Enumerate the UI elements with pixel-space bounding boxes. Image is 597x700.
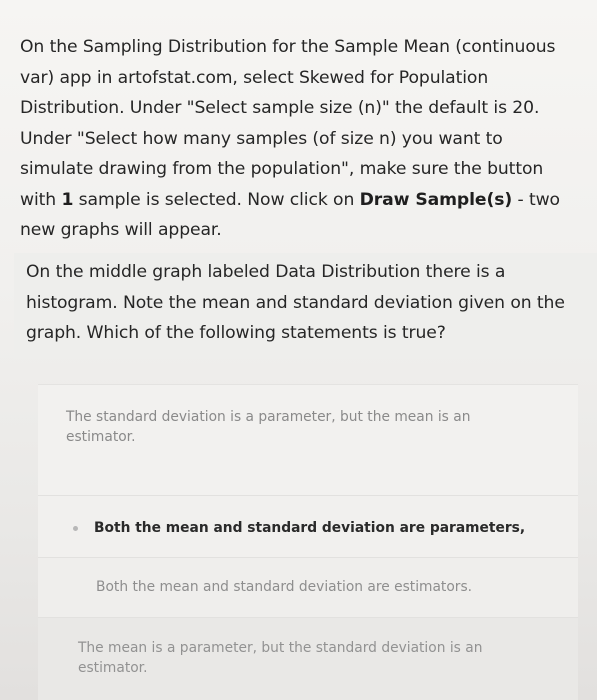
draw-samples-bold: Draw Sample(s)	[359, 189, 513, 210]
answer-option-4[interactable]	[38, 618, 578, 700]
answer-options	[38, 384, 578, 700]
answer-option-4-label: The mean is a parameter, but the standard deviation is an estimator.	[78, 640, 483, 676]
answer-option-1[interactable]	[38, 384, 578, 496]
question-intro-text-2: sample is selected. Now click on	[73, 189, 360, 210]
answer-option-2[interactable]	[38, 496, 578, 558]
question-intro-text-1: On the Sampling Distribution for the Sample Mean (continuous var) app in artofstat.com, select Skewed for Population Distribution. Under "Select sample size (n)" the default is 20. Under "Select how many samples (of size n) you want to simulate drawing from the population", make sure the button with	[20, 37, 556, 210]
question-intro-text-3: - two new graphs will appear.	[20, 189, 560, 240]
question-prompt	[14, 253, 597, 359]
answer-option-3[interactable]	[38, 558, 578, 618]
sample-count-bold: 1	[61, 189, 74, 210]
question-prompt-text: On the middle graph labeled Data Distribution there is a histogram. Note the mean and standard deviation given on the graph. Which of the following statements is true?	[26, 262, 565, 343]
radio-dot-icon	[73, 526, 78, 531]
question-instructions	[20, 32, 580, 246]
answer-option-1-label: The standard deviation is a parameter, but the mean is an estimator.	[66, 409, 471, 445]
answer-option-2-label: Both the mean and standard deviation are parameters,	[94, 520, 526, 536]
answer-option-3-label: Both the mean and standard deviation are estimators.	[96, 579, 473, 595]
